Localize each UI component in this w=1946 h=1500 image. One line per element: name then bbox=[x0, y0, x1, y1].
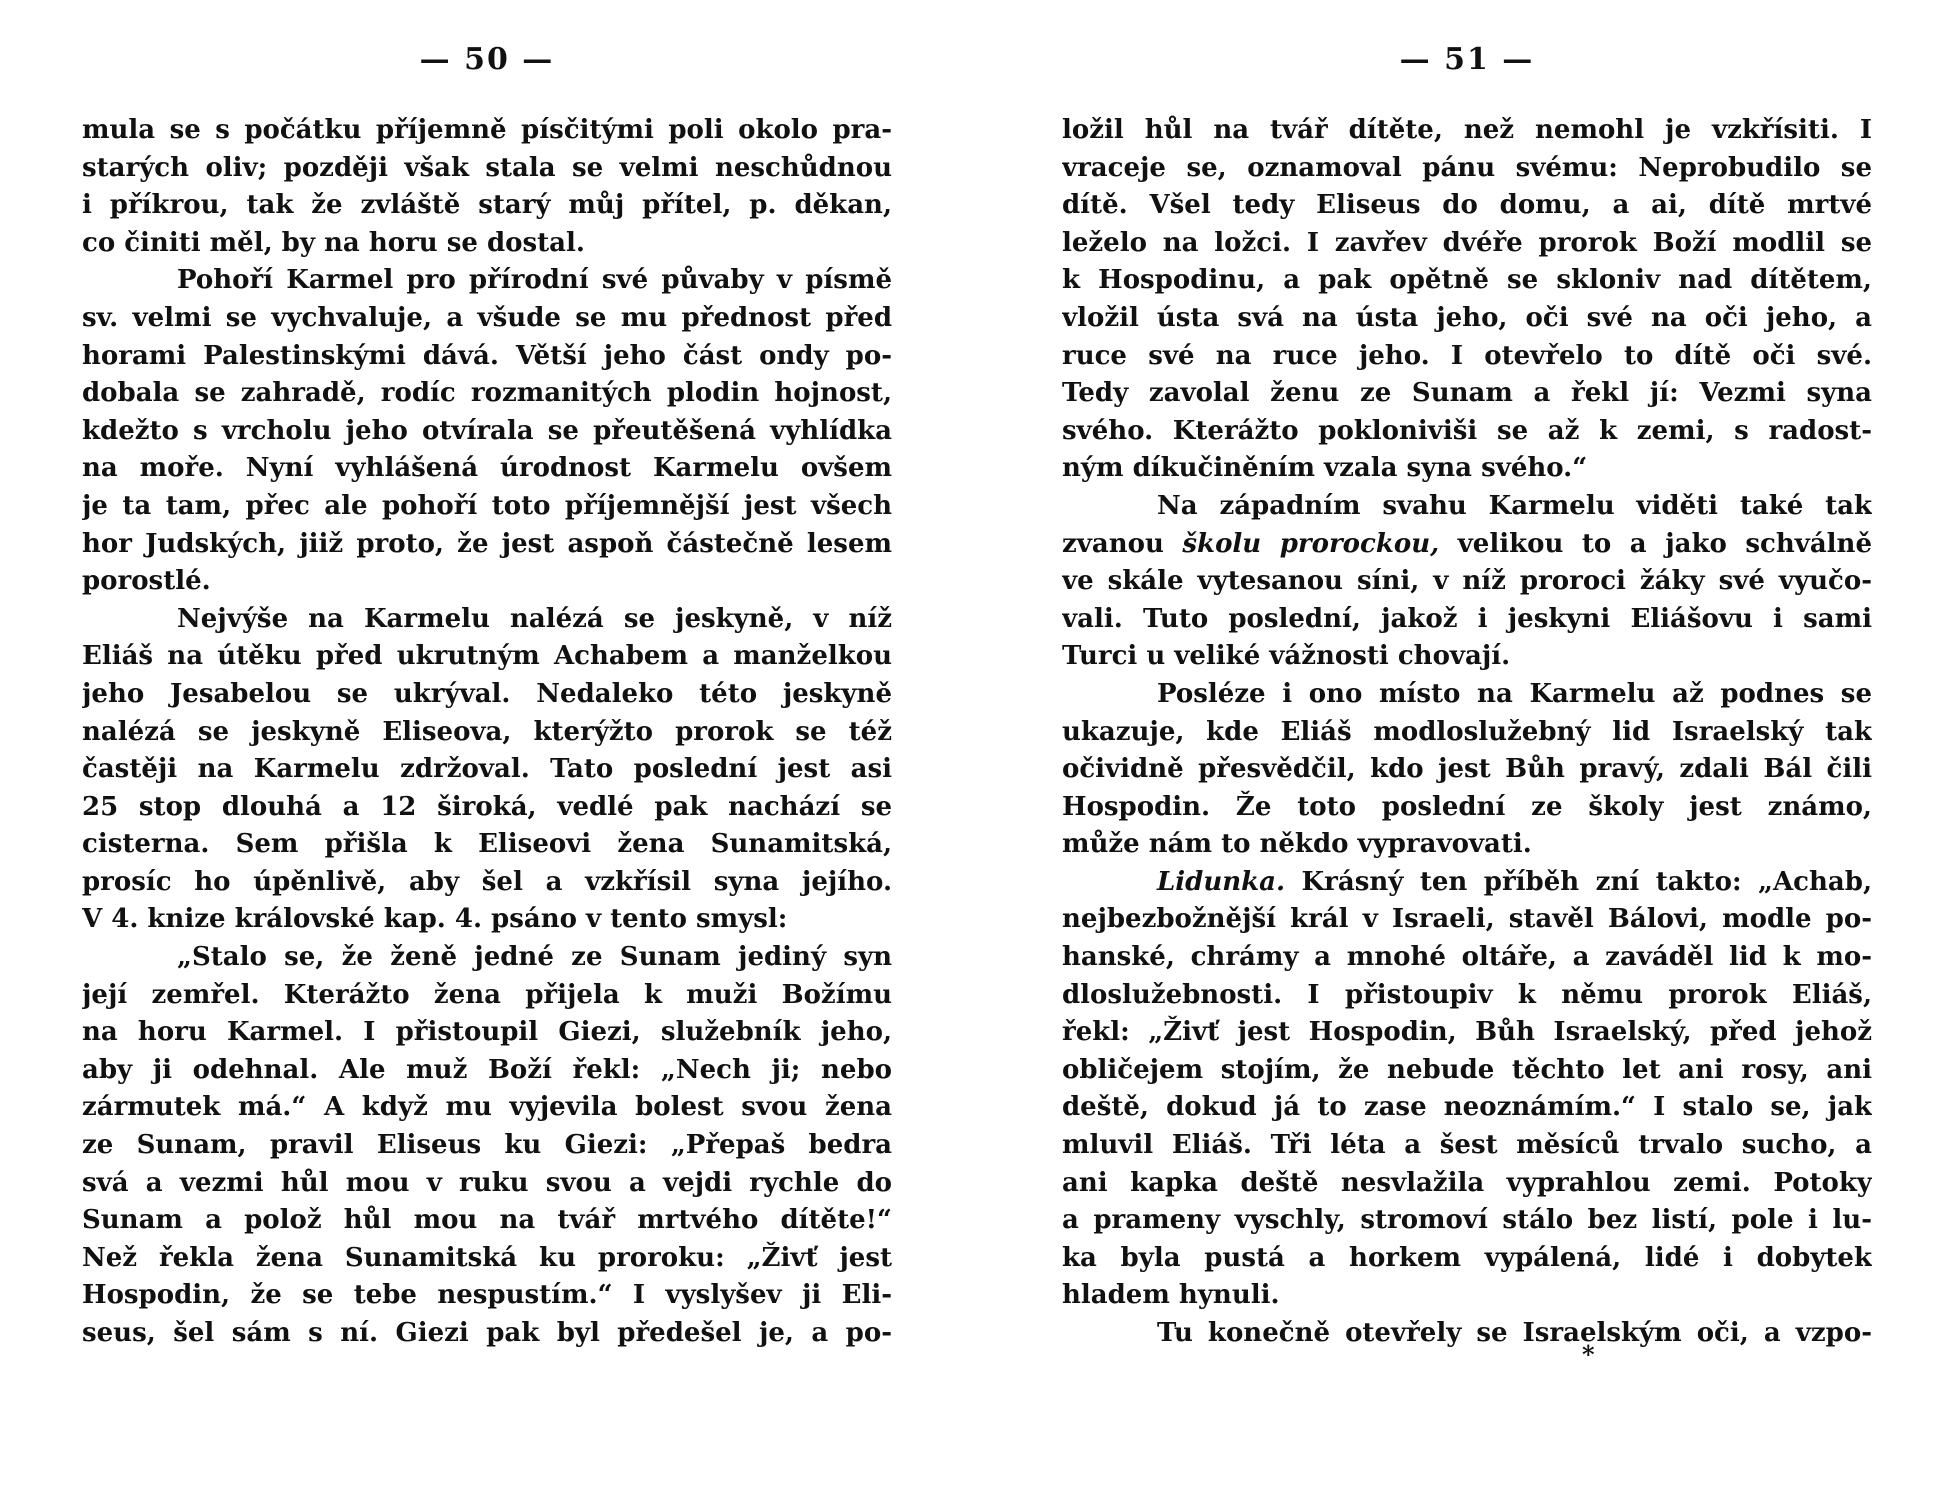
text-line: Pohoří Karmel pro přírodní své půvaby v písmě bbox=[177, 265, 892, 296]
text-line: ložil hůl na tvář dítěte, než nemohl je vzkřísiti. I bbox=[1062, 115, 1872, 145]
text-line: kdežto s vrcholu jeho otvírala se přeutěšená vyhlídka bbox=[82, 415, 892, 446]
text-line: Tu konečně otevřely se Israelským oči, a vzpo- bbox=[1157, 1318, 1872, 1348]
text-line: Posléze i ono místo na Karmelu až podnes se bbox=[1157, 678, 1872, 709]
text-line: Na západním svahu Karmelu viděti také tak bbox=[1157, 490, 1872, 521]
text-line: „Stalo se, že ženě jedné ze Sunam jediný syn bbox=[177, 942, 892, 973]
text-line: k Hospodinu, a pak opětně se skloniv nad dítětem, bbox=[1062, 265, 1872, 296]
text-line: i příkrou, tak že zvláště starý můj přítel, p. děkan, bbox=[82, 190, 892, 221]
text-line: deště, dokud já to zase neoznámím.“ I stalo se, jak bbox=[1062, 1092, 1872, 1123]
text-line: starých oliv; později však stala se velmi neschůdnou bbox=[82, 152, 892, 183]
text-line: Lidunka. Krásný ten příběh zní takto: „Achab, bbox=[1157, 866, 1872, 897]
text-line: na horu Karmel. I přistoupil Giezi, služebník jeho, bbox=[82, 1017, 892, 1048]
text-line: obličejem stojím, že nebude těchto let ani rosy, ani bbox=[1062, 1054, 1872, 1085]
text-line: zármutek má.“ A když mu vyjevila bolest svou žena bbox=[82, 1092, 892, 1123]
text-line: hanské, chrámy a mnohé oltáře, a zaváděl lid k mo- bbox=[1062, 942, 1872, 973]
text-line: prosíc ho úpěnlivě, aby šel a vzkřísil syna jejího. bbox=[82, 866, 892, 897]
text-line: ze Sunam, pravil Eliseus ku Giezi: „Přepaš bedra bbox=[82, 1130, 892, 1161]
text-line: častěji na Karmelu zdržoval. Tato poslední jest asi bbox=[82, 754, 892, 785]
text-line: Nejvýše na Karmelu nalézá se jeskyně, v níž bbox=[177, 603, 892, 634]
text-line: ruce své na ruce jeho. I otevřelo to dítě oči své. bbox=[1062, 340, 1872, 371]
text-line: 25 stop dlouhá a 12 široká, vedlé pak nachází se bbox=[82, 791, 892, 822]
text-line: horami Palestinskými dává. Větší jeho část ondy po- bbox=[82, 340, 892, 371]
text-line: vložil ústa svá na ústa jeho, oči své na oči jeho, a bbox=[1062, 302, 1872, 333]
text-line: svá a vezmi hůl mou v ruku svou a vejdi rychle do bbox=[82, 1167, 892, 1198]
text-line: dloslužebnosti. I přistoupiv k němu prorok Eliáš, bbox=[1062, 979, 1872, 1010]
text-line: ve skále vytesanou síni, v níž proroci žáky své vyučo- bbox=[1062, 566, 1872, 597]
text-line: seus, šel sám s ní. Giezi pak byl předešel je, a po- bbox=[82, 1318, 892, 1348]
text-line: dobala se zahradě, rodíc rozmanitých plodin hojnost, bbox=[82, 378, 892, 409]
text-line: dítě. Všel tedy Eliseus do domu, a ai, dítě mrtvé bbox=[1062, 190, 1872, 221]
body-text bbox=[1062, 112, 1872, 1353]
page-number: — 51 — bbox=[1399, 42, 1535, 77]
text-line: ukazuje, kde Eliáš modloslužebný lid Israelský tak bbox=[1062, 716, 1872, 747]
text-line: Než řekla žena Sunamitská ku proroku: „Živť jest bbox=[82, 1242, 892, 1273]
text-line: je ta tam, přec ale pohoří toto příjemnější jest všech bbox=[82, 490, 892, 521]
text-line: hladem hynuli. bbox=[1062, 1280, 1280, 1311]
text-line: vraceje se, oznamoval pánu svému: Neprobudilo se bbox=[1062, 152, 1872, 183]
text-line: nalézá se jeskyně Eliseova, kterýžto prorok se též bbox=[82, 716, 892, 747]
text-line: mluvil Eliáš. Tři léta a šest měsíců trvalo sucho, a bbox=[1062, 1130, 1872, 1161]
text-line: a prameny vyschly, stromoví stálo bez listí, pole i lu- bbox=[1062, 1205, 1872, 1236]
text-line: porostlé. bbox=[82, 566, 211, 597]
left-page bbox=[82, 0, 892, 1500]
body-text bbox=[82, 112, 892, 1353]
text-line: její zemřel. Kterážto žena přijela k muži Božímu bbox=[82, 979, 892, 1010]
text-line: řekl: „Živť jest Hospodin, Bůh Israelský, před jehož bbox=[1062, 1017, 1872, 1048]
text-line: ka byla pustá a horkem vypálená, lidé i dobytek bbox=[1062, 1242, 1872, 1273]
text-line: sv. velmi se vychvaluje, a všude se mu přednost před bbox=[82, 302, 892, 333]
page-number: — 50 — bbox=[419, 42, 555, 77]
text-line: aby ji odehnal. Ale muž Boží řekl: „Nech ji; nebo bbox=[82, 1054, 892, 1085]
text-line: Eliáš na útěku před ukrutným Achabem a manželkou bbox=[82, 641, 892, 672]
text-line: V 4. knize královské kap. 4. psáno v tento smysl: bbox=[82, 904, 788, 935]
text-line: Hospodin, že se tebe nespustím.“ I vyslyšev ji Eli- bbox=[82, 1280, 892, 1311]
text-line: zvanou školu prorockou, velikou to a jako schválně bbox=[1062, 528, 1872, 559]
right-page bbox=[1062, 0, 1872, 1500]
text-line: leželo na ložci. I zavřev dvéře prorok Boží modlil se bbox=[1062, 227, 1872, 258]
text-line: jeho Jesabelou se ukrýval. Nedaleko této jeskyně bbox=[82, 678, 892, 709]
text-line: Tedy zavolal ženu ze Sunam a řekl jí: Vezmi syna bbox=[1062, 378, 1872, 409]
text-line: cisterna. Sem přišla k Eliseovi žena Sunamitská, bbox=[82, 829, 892, 860]
text-line: nejbezbožnější král v Israeli, stavěl Bálovi, modle po- bbox=[1062, 904, 1872, 935]
text-line: hor Judských, jiiž proto, že jest aspoň částečně lesem bbox=[82, 528, 892, 559]
text-line: ani kapka deště nesvlažila vyprahlou zemi. Potoky bbox=[1062, 1167, 1872, 1198]
text-line: Hospodin. Že toto poslední ze školy jest známo, bbox=[1062, 791, 1872, 822]
text-line: co činiti měl, by na horu se dostal. bbox=[82, 227, 585, 258]
text-line: na moře. Nyní vyhlášená úrodnost Karmelu ovšem bbox=[82, 453, 892, 484]
text-line: svého. Kterážto pokloniviši se až k zemi, s radost- bbox=[1062, 415, 1872, 446]
text-line: mula se s počátku příjemně písčitými poli okolo pra- bbox=[82, 115, 892, 145]
text-line: může nám to někdo vypravovati. bbox=[1062, 829, 1532, 860]
text-line: Sunam a polož hůl mou na tvář mrtvého dítěte!“ bbox=[82, 1205, 892, 1236]
footer-mark: * bbox=[1582, 1340, 1595, 1369]
text-line: Turci u veliké vážnosti chovají. bbox=[1062, 641, 1511, 672]
text-line: vali. Tuto poslední, jakož i jeskyni Eliášovu i sami bbox=[1062, 603, 1872, 634]
text-line: očividně přesvědčil, kdo jest Bůh pravý, zdali Bál čili bbox=[1062, 754, 1872, 785]
text-line: ným díkučiněním vzala syna svého.“ bbox=[1062, 453, 1588, 484]
